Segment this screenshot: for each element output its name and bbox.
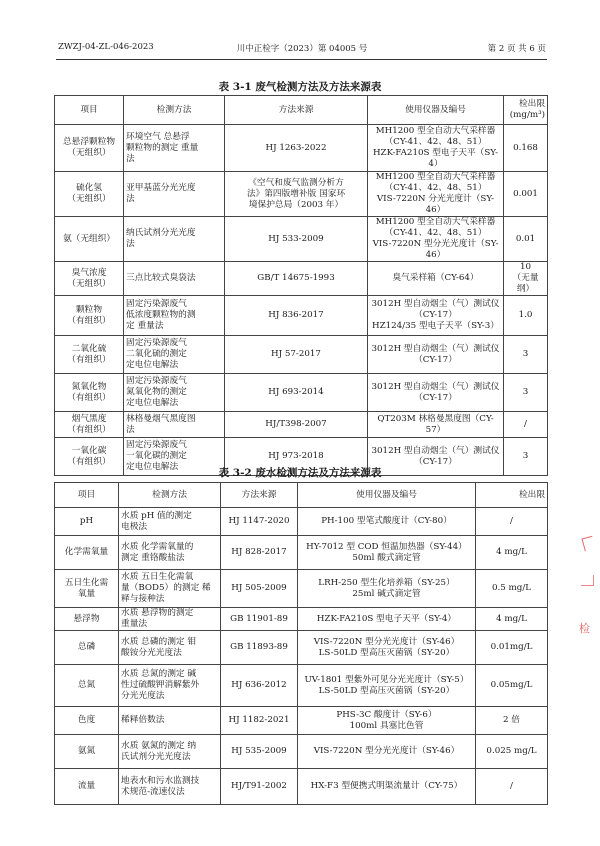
table-cell: 1.0: [504, 296, 548, 336]
table-row: [55, 412, 548, 438]
column-header: 检测方法: [124, 96, 225, 125]
table-cell: 3012H 型自动烟尘（气）测试仪 （CY-17）: [368, 374, 504, 412]
column-header: 方法来源: [225, 96, 368, 125]
table-cell: 硫化氢 （无组织）: [55, 172, 124, 217]
table-cell: 颗粒物 （有组织）: [55, 296, 124, 336]
table-cell: 一氧化碳 （有组织）: [55, 438, 124, 476]
table-header-row: [55, 483, 548, 508]
table-cell: HJ 533-2009: [225, 217, 368, 262]
column-header: 检测方法: [119, 483, 221, 508]
table-cell: 水质 化学需氧量的 测定 重铬酸盐法: [119, 536, 221, 570]
table-cell: HJ 693-2014: [225, 374, 368, 412]
page-header: [58, 42, 546, 58]
table-cell: HJ 1147-2020: [221, 508, 298, 536]
table-cell: 水质 悬浮物的测定 重量法: [119, 608, 221, 631]
red-seal-stamp: 检: [573, 535, 600, 645]
table-row: [55, 735, 548, 769]
table-cell: 《空气和废气监测分析方 法》第四版增补版 国家环 境保护总局（2003 年）: [225, 172, 368, 217]
table-cell: 臭气采样箱（CY-64）: [368, 262, 504, 296]
table-cell: MH1200 型全自动大气采样器 （CY-41、42、48、51） VIS-7220N 分光光度计（SY-46）: [368, 172, 504, 217]
table-row: [55, 336, 548, 374]
table-cell: 总磷: [55, 631, 119, 665]
table-cell: HJ 1182-2021: [221, 707, 298, 735]
table-cell: 氨氮: [55, 735, 119, 769]
table-cell: 水质 五日生化需氧 量（BOD5）的测定 稀 释与接种法: [119, 570, 221, 608]
table-row: [55, 217, 548, 262]
table-cell: 悬浮物: [55, 608, 119, 631]
table-row: [55, 608, 548, 631]
column-header: 方法来源: [221, 483, 298, 508]
table-cell: 4 mg/L: [476, 608, 548, 631]
report-number: 川中正检字（2023）第 04005 号: [236, 44, 368, 54]
table-cell: HX-F3 型便携式明渠流量计（CY-75）: [298, 769, 476, 805]
table-cell: 总悬浮颗粒物 （无组织）: [55, 125, 124, 172]
table-cell: 固定污染源废气 低浓度颗粒物的测 定 重量法: [124, 296, 225, 336]
table-cell: 0.168: [504, 125, 548, 172]
table-row: [55, 536, 548, 570]
table-cell: 化学需氧量: [55, 536, 119, 570]
doc-code: ZWZJ-04-ZL-046-2023: [58, 42, 154, 52]
table-cell: 0.01: [504, 217, 548, 262]
table-cell: HJ 636-2012: [221, 665, 298, 707]
table-cell: MH1200 型全自动大气采样器 （CY-41、42、48、51） HZK-FA210S 型电子天平（SY-4）: [368, 125, 504, 172]
table-cell: VIS-7220N 型分光光度计（SY-46） LS-50LD 型高压灭菌锅（SY-20）: [298, 631, 476, 665]
table-cell: HJ 57-2017: [225, 336, 368, 374]
table-cell: 水质 总磷的测定 钼 酸铵分光光度法: [119, 631, 221, 665]
column-header: 项目: [55, 483, 119, 508]
table-cell: HZK-FA210S 型电子天平（SY-4）: [298, 608, 476, 631]
table-cell: 10 （无量纲）: [504, 262, 548, 296]
table-cell: 氮氧化物 （有组织）: [55, 374, 124, 412]
table-cell: 3: [504, 374, 548, 412]
table-cell: GB 11901-89: [221, 608, 298, 631]
table-cell: 臭气浓度 （无组织）: [55, 262, 124, 296]
column-header: 使用仪器及编号: [298, 483, 476, 508]
table-row: [55, 508, 548, 536]
table-cell: 0.05mg/L: [476, 665, 548, 707]
table-cell: HJ 505-2009: [221, 570, 298, 608]
table-cell: 0.001: [504, 172, 548, 217]
table-cell: PH-100 型笔式酸度计（CY-80）: [298, 508, 476, 536]
table1-title: 表 3-1 废气检测方法及方法来源表: [218, 81, 382, 93]
waste-gas-methods-table: [54, 95, 548, 476]
table-row: [55, 665, 548, 707]
table-row: [55, 262, 548, 296]
table-cell: 0.01mg/L: [476, 631, 548, 665]
table-cell: 三点比较式臭袋法: [124, 262, 225, 296]
table-row: [55, 769, 548, 805]
column-header: 检出限: [476, 483, 548, 508]
table-row: [55, 172, 548, 217]
table-cell: 固定污染源废气 氮氧化物的测定 定电位电解法: [124, 374, 225, 412]
table-cell: 2 倍: [476, 707, 548, 735]
table-cell: 五日生化需 氧量: [55, 570, 119, 608]
table-cell: 二氧化硫 （有组织）: [55, 336, 124, 374]
table-cell: 稀释倍数法: [119, 707, 221, 735]
table-cell: /: [476, 769, 548, 805]
table-cell: LRH-250 型生化培养箱（SY-25） 25ml 碱式滴定管: [298, 570, 476, 608]
table-cell: 3012H 型自动烟尘（气）测试仪 （CY-17）: [368, 438, 504, 476]
table-row: [55, 125, 548, 172]
table-cell: MH1200 型全自动大气采样器 （CY-41、42、48、51） VIS-7220N 型分光光度计（SY-46）: [368, 217, 504, 262]
table-cell: HJ 535-2009: [221, 735, 298, 769]
table-cell: 纳氏试剂分光光度 法: [124, 217, 225, 262]
column-header: 使用仪器及编号: [368, 96, 504, 125]
table-cell: 0.5 mg/L: [476, 570, 548, 608]
table-cell: HJ 1263-2022: [225, 125, 368, 172]
table-cell: 3012H 型自动烟尘（气）测试仪 （CY-17） HZ124/35 型电子天平（SY-3）: [368, 296, 504, 336]
table-row: [55, 631, 548, 665]
table-cell: QT203M 林格曼黑度图（CY-57）: [368, 412, 504, 438]
table-cell: 流量: [55, 769, 119, 805]
table-cell: 林格曼烟气黑度图 法: [124, 412, 225, 438]
table-cell: GB/T 14675-1993: [225, 262, 368, 296]
table-cell: 3: [504, 438, 548, 476]
table-cell: 色度: [55, 707, 119, 735]
table-cell: 水质 总氮的测定 碱 性过硫酸钾消解紫外 分光光度法: [119, 665, 221, 707]
table2-title: 表 3-2 废水检测方法及方法来源表: [218, 467, 382, 479]
waste-water-methods-table: [54, 482, 548, 805]
table-cell: UV-1801 型紫外可见分光光度计（SY-5） LS-50LD 型高压灭菌锅（SY-20）: [298, 665, 476, 707]
table-cell: 亚甲基蓝分光光度 法: [124, 172, 225, 217]
table-cell: 3: [504, 336, 548, 374]
table-cell: 水质 氨氮的测定 纳 氏试剂分光光度法: [119, 735, 221, 769]
column-header: 项目: [55, 96, 124, 125]
table-cell: HJ/T398-2007: [225, 412, 368, 438]
table-cell: 0.025 mg/L: [476, 735, 548, 769]
table-cell: GB 11893-89: [221, 631, 298, 665]
table-cell: HJ 836-2017: [225, 296, 368, 336]
table-cell: 地表水和污水监测技 术规范-流速仪法: [119, 769, 221, 805]
table-header-row: [55, 96, 548, 125]
table-cell: 4 mg/L: [476, 536, 548, 570]
table-row: [55, 707, 548, 735]
header-rule: [56, 59, 547, 60]
table-row: [55, 570, 548, 608]
table-cell: 氨（无组织）: [55, 217, 124, 262]
table-row: [55, 374, 548, 412]
table-cell: 总氮: [55, 665, 119, 707]
table-cell: VIS-7220N 型分光光度计（SY-46）: [298, 735, 476, 769]
table-cell: /: [504, 412, 548, 438]
table-cell: 烟气黑度 （有组织）: [55, 412, 124, 438]
table-cell: 水质 pH 值的测定 电极法: [119, 508, 221, 536]
table-cell: 3012H 型自动烟尘（气）测试仪 （CY-17）: [368, 336, 504, 374]
page-number: 第 2 页 共 6 页: [487, 44, 546, 54]
table-row: [55, 296, 548, 336]
table-cell: HY-7012 型 COD 恒温加热器（SY-44） 50ml 酸式滴定管: [298, 536, 476, 570]
table-cell: HJ 973-2018: [225, 438, 368, 476]
table-cell: PHS-3C 酸度计（SY-6） 100ml 具塞比色管: [298, 707, 476, 735]
column-header: 检出限 (mg/m³): [504, 96, 548, 125]
table-cell: /: [476, 508, 548, 536]
table-cell: HJ/T91-2002: [221, 769, 298, 805]
table-cell: 固定污染源废气 一氧化碳的测定 定电位电解法: [124, 438, 225, 476]
table-cell: HJ 828-2017: [221, 536, 298, 570]
table-cell: 环境空气 总悬浮 颗粒物的测定 重量 法: [124, 125, 225, 172]
table-cell: 固定污染源废气 二氧化硫的测定 定电位电解法: [124, 336, 225, 374]
table-cell: pH: [55, 508, 119, 536]
